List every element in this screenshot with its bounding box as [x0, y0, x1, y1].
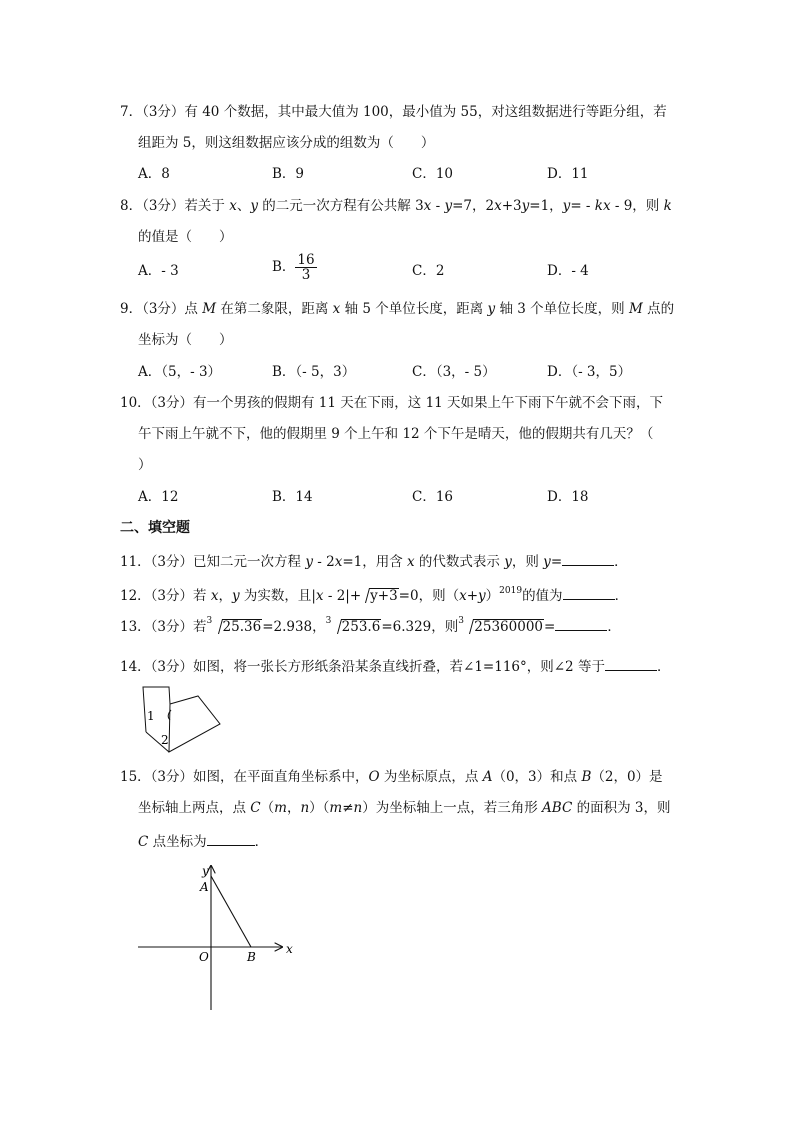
- q10-option-b: B．14: [272, 489, 313, 505]
- q13-line: 13．（3分）若 3 25.36=2.938， 3 253.6=6.329，则 3 25360000= ．: [120, 616, 621, 635]
- q7-option-b: B．9: [272, 166, 305, 182]
- x-axis-label: x: [286, 942, 293, 956]
- q10-line1: 10．（3分）有一个男孩的假期有 11 天在下雨，这 11 天如果上午下雨下午就不会下雨，下: [120, 395, 664, 411]
- section-fill-in-blank-heading: 二、填空题: [120, 520, 190, 536]
- q8-line2: 的值是（ ）: [138, 229, 233, 245]
- q15-coordinate-figure: [130, 860, 305, 1015]
- q9-line1: 9．（3分）点 M 在第二象限，距离 x 轴 5 个单位长度，距离 y 轴 3 个单位长度，则 M 点的: [120, 301, 675, 317]
- q14-answer-blank: [605, 655, 657, 671]
- y-axis-label: y: [202, 864, 209, 878]
- q8-option-d: D．- 4: [547, 263, 589, 279]
- origin-o-label: O: [199, 950, 209, 964]
- q10-option-a: A．12: [138, 489, 179, 505]
- q9-option-b: B．（- 5，3）: [272, 364, 356, 380]
- q8-option-b: B． $\frac{16}{3}$: [272, 252, 315, 283]
- q7-option-a: A．8: [138, 166, 170, 182]
- q11-line: 11．（3分）已知二元一次方程 y - 2x=1，用含 x 的代数式表示 y，则 y= ．: [120, 550, 628, 572]
- q8-option-a: A．- 3: [138, 263, 179, 279]
- cube-root-25-36: 3 25.36: [206, 616, 262, 635]
- cube-root-253-6: 3 253.6: [325, 616, 381, 635]
- q14-line: 14．（3分）如图，将一张长方形纸条沿某条直线折叠，若∠1=116°，则∠2 等于 ．: [120, 655, 670, 677]
- fraction-16-3: $\frac{16}{3}$: [297, 252, 315, 283]
- angle-1-label: 1: [147, 709, 155, 723]
- point-b-label: B: [247, 950, 256, 964]
- q12-line: 12．（3分）若 x，y 为实数，且|x - 2|+ y+3=0，则$(x+y)^{2019}$的值为 ．: [120, 586, 629, 604]
- q10-option-c: C．16: [412, 489, 454, 505]
- q8-line1: 8．（3分）若关于 x、y 的二元一次方程有公共解 3x - y=7，2x+3y=1，y= - kx - 9，则 k: [120, 198, 672, 214]
- q15-line3: C 点坐标为 ．: [138, 830, 268, 852]
- q9-option-c: C．（3，- 5）: [412, 364, 496, 380]
- q15-line1: 15．（3分）如图，在平面直角坐标系中，O 为坐标原点，点 A（0，3）和点 B（2，0）是: [120, 769, 663, 785]
- q14-folded-strip-figure: [136, 682, 226, 756]
- q10-line2: 午下雨上午就不下，他的假期里 9 个上午和 12 个下午是晴天，他的假期共有几天？（: [138, 426, 654, 442]
- square-root-y-plus-3: y+3: [361, 586, 399, 606]
- q9-option-d: D．（- 3，5）: [547, 364, 632, 380]
- q12-answer-blank: [563, 584, 615, 600]
- q8-option-c: C．2: [412, 263, 445, 279]
- q13-answer-blank: [555, 615, 607, 631]
- q15-line2: 坐标轴上两点，点 C（m，n）（m≠n）为坐标轴上一点，若三角形 ABC 的面积为 3，则: [138, 800, 671, 816]
- q10-line3: ）: [138, 457, 152, 473]
- q7-line1: 7．（3分）有 40 个数据，其中最大值为 100，最小值为 55，对这组数据进行等距分组，若: [120, 104, 667, 120]
- cube-root-25360000: 3 25360000: [458, 616, 543, 635]
- segment-ab: [211, 876, 251, 947]
- point-a-label: A: [200, 880, 209, 894]
- q9-line2: 坐标为（ ）: [138, 332, 233, 348]
- q15-answer-blank: [207, 830, 255, 846]
- q11-answer-blank: [562, 550, 614, 566]
- q9-option-a: A．（5，- 3）: [138, 364, 222, 380]
- q7-option-c: C．10: [412, 166, 454, 182]
- q7-line2: 组距为 5，则这组数据应该分成的组数为（ ）: [138, 135, 435, 151]
- q10-option-d: D．18: [547, 489, 589, 505]
- angle-2-label: 2: [161, 733, 169, 747]
- q7-option-d: D．11: [547, 166, 589, 182]
- strip-folded-part: [169, 696, 220, 752]
